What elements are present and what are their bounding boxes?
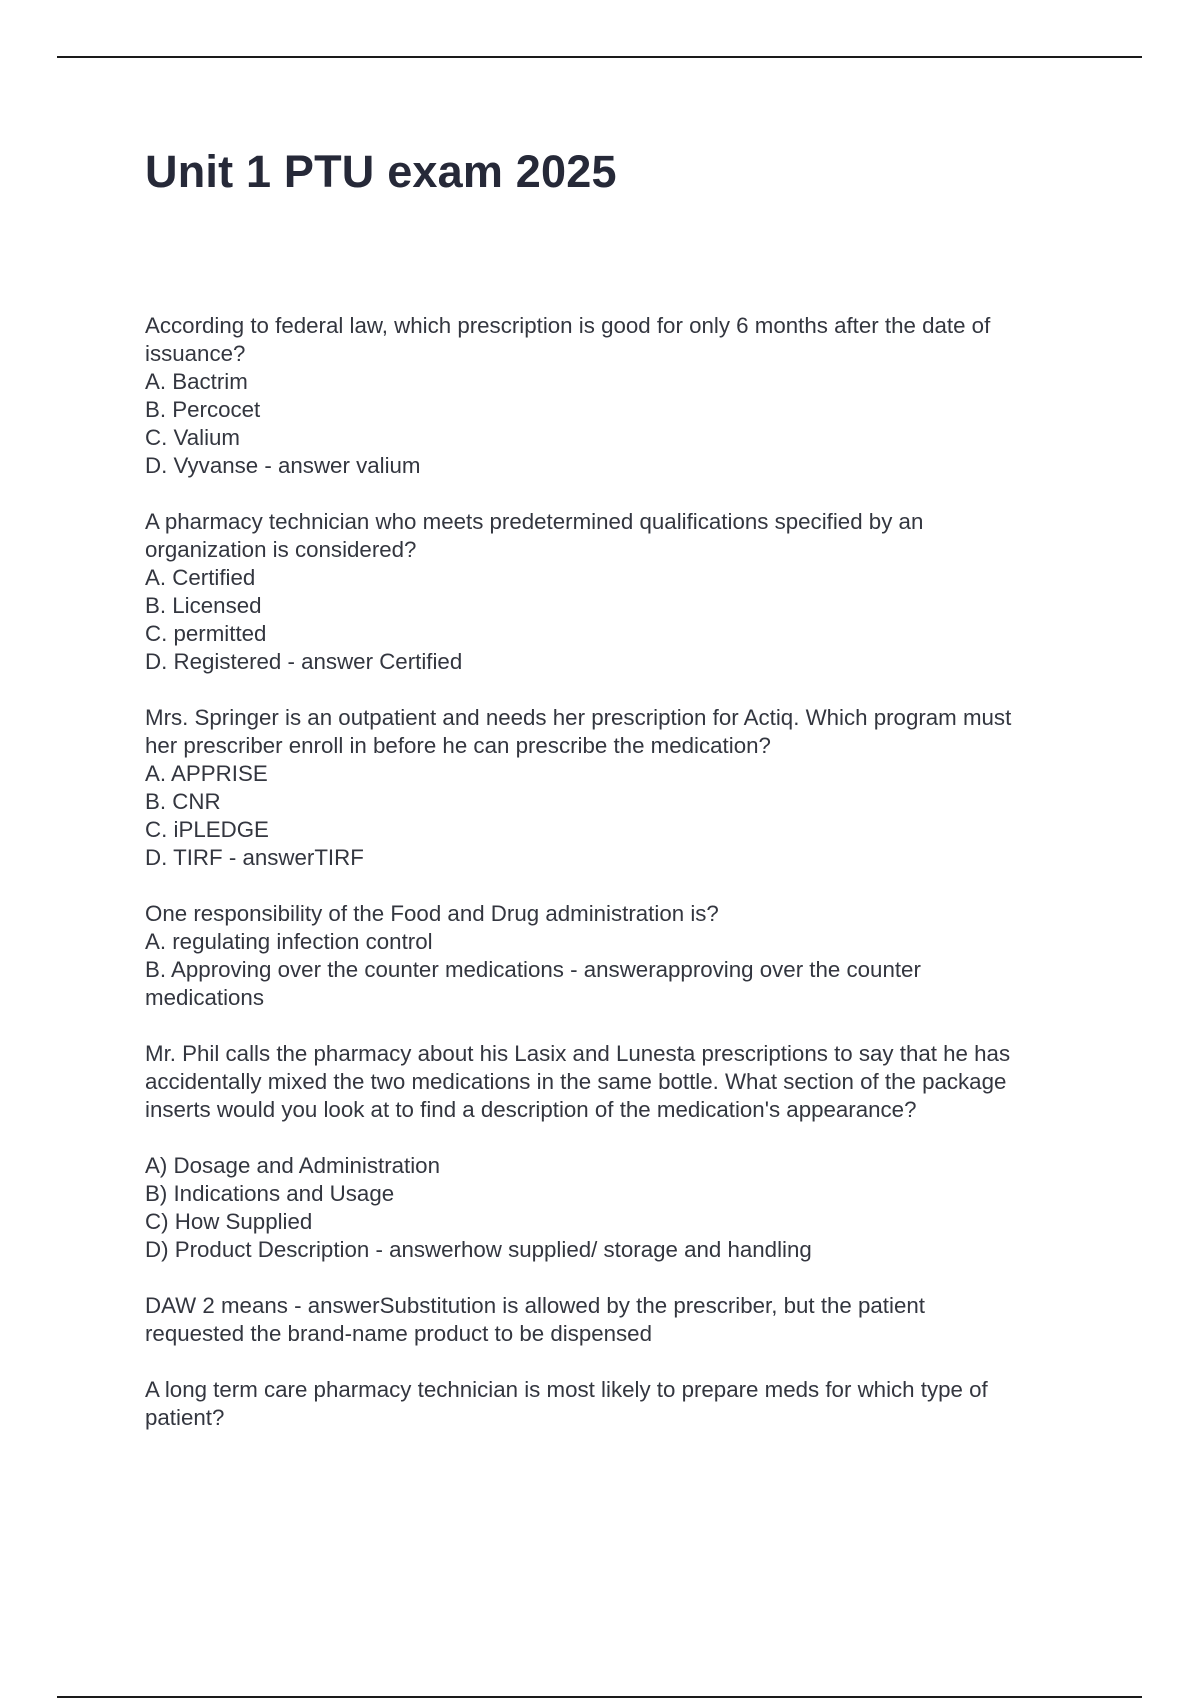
text-line: her prescriber enroll in before he can prescribe the medication? (145, 733, 771, 758)
answer-option: B. CNR (145, 789, 221, 814)
text-line: medications (145, 985, 264, 1010)
answer-option: D. Vyvanse - answer valium (145, 453, 421, 478)
text-line: According to federal law, which prescription is good for only 6 months after the date of (145, 313, 991, 338)
question-block (145, 704, 1095, 872)
answer-option: C. permitted (145, 621, 267, 646)
question-block (145, 312, 1095, 480)
answer-option: C. iPLEDGE (145, 817, 269, 842)
question-block (145, 508, 1095, 676)
document-body (145, 312, 1095, 1460)
answer-option: B. Percocet (145, 397, 261, 422)
answer-option: C. Valium (145, 425, 240, 450)
answer-option: B. Approving over the counter medications - answerapproving over the counter (145, 957, 921, 982)
text-line: Mr. Phil calls the pharmacy about his Lasix and Lunesta prescriptions to say that he has (145, 1041, 1011, 1066)
answer-option: D) Product Description - answerhow supplied/ storage and handling (145, 1237, 812, 1262)
answer-option: A. APPRISE (145, 761, 268, 786)
text-line: DAW 2 means - answerSubstitution is allowed by the prescriber, but the patient (145, 1293, 925, 1318)
text-line: accidentally mixed the two medications in the same bottle. What section of the package (145, 1069, 1007, 1094)
text-line: patient? (145, 1405, 225, 1430)
answer-option: A) Dosage and Administration (145, 1153, 440, 1178)
text-line: A pharmacy technician who meets predetermined qualifications specified by an (145, 509, 924, 534)
answer-option: D. TIRF - answerTIRF (145, 845, 364, 870)
blank-line (145, 1124, 1095, 1152)
question-block (145, 1292, 1095, 1348)
answer-option: D. Registered - answer Certified (145, 649, 463, 674)
page-title: Unit 1 PTU exam 2025 (145, 146, 617, 197)
answer-option: A. regulating infection control (145, 929, 433, 954)
text-line: organization is considered? (145, 537, 417, 562)
top-rule (57, 56, 1142, 58)
question-block (145, 1040, 1095, 1264)
question-block (145, 900, 1095, 1012)
text-line: One responsibility of the Food and Drug administration is? (145, 901, 719, 926)
answer-option: B. Licensed (145, 593, 262, 618)
text-line: inserts would you look at to find a description of the medication's appearance? (145, 1097, 917, 1122)
bottom-rule (57, 1696, 1142, 1698)
question-block (145, 1376, 1095, 1432)
answer-option: A. Bactrim (145, 369, 248, 394)
answer-option: B) Indications and Usage (145, 1181, 395, 1206)
text-line: requested the brand-name product to be dispensed (145, 1321, 652, 1346)
text-line: A long term care pharmacy technician is most likely to prepare meds for which type of (145, 1377, 988, 1402)
answer-option: A. Certified (145, 565, 256, 590)
text-line: issuance? (145, 341, 246, 366)
answer-option: C) How Supplied (145, 1209, 313, 1234)
text-line: Mrs. Springer is an outpatient and needs her prescription for Actiq. Which program must (145, 705, 1012, 730)
